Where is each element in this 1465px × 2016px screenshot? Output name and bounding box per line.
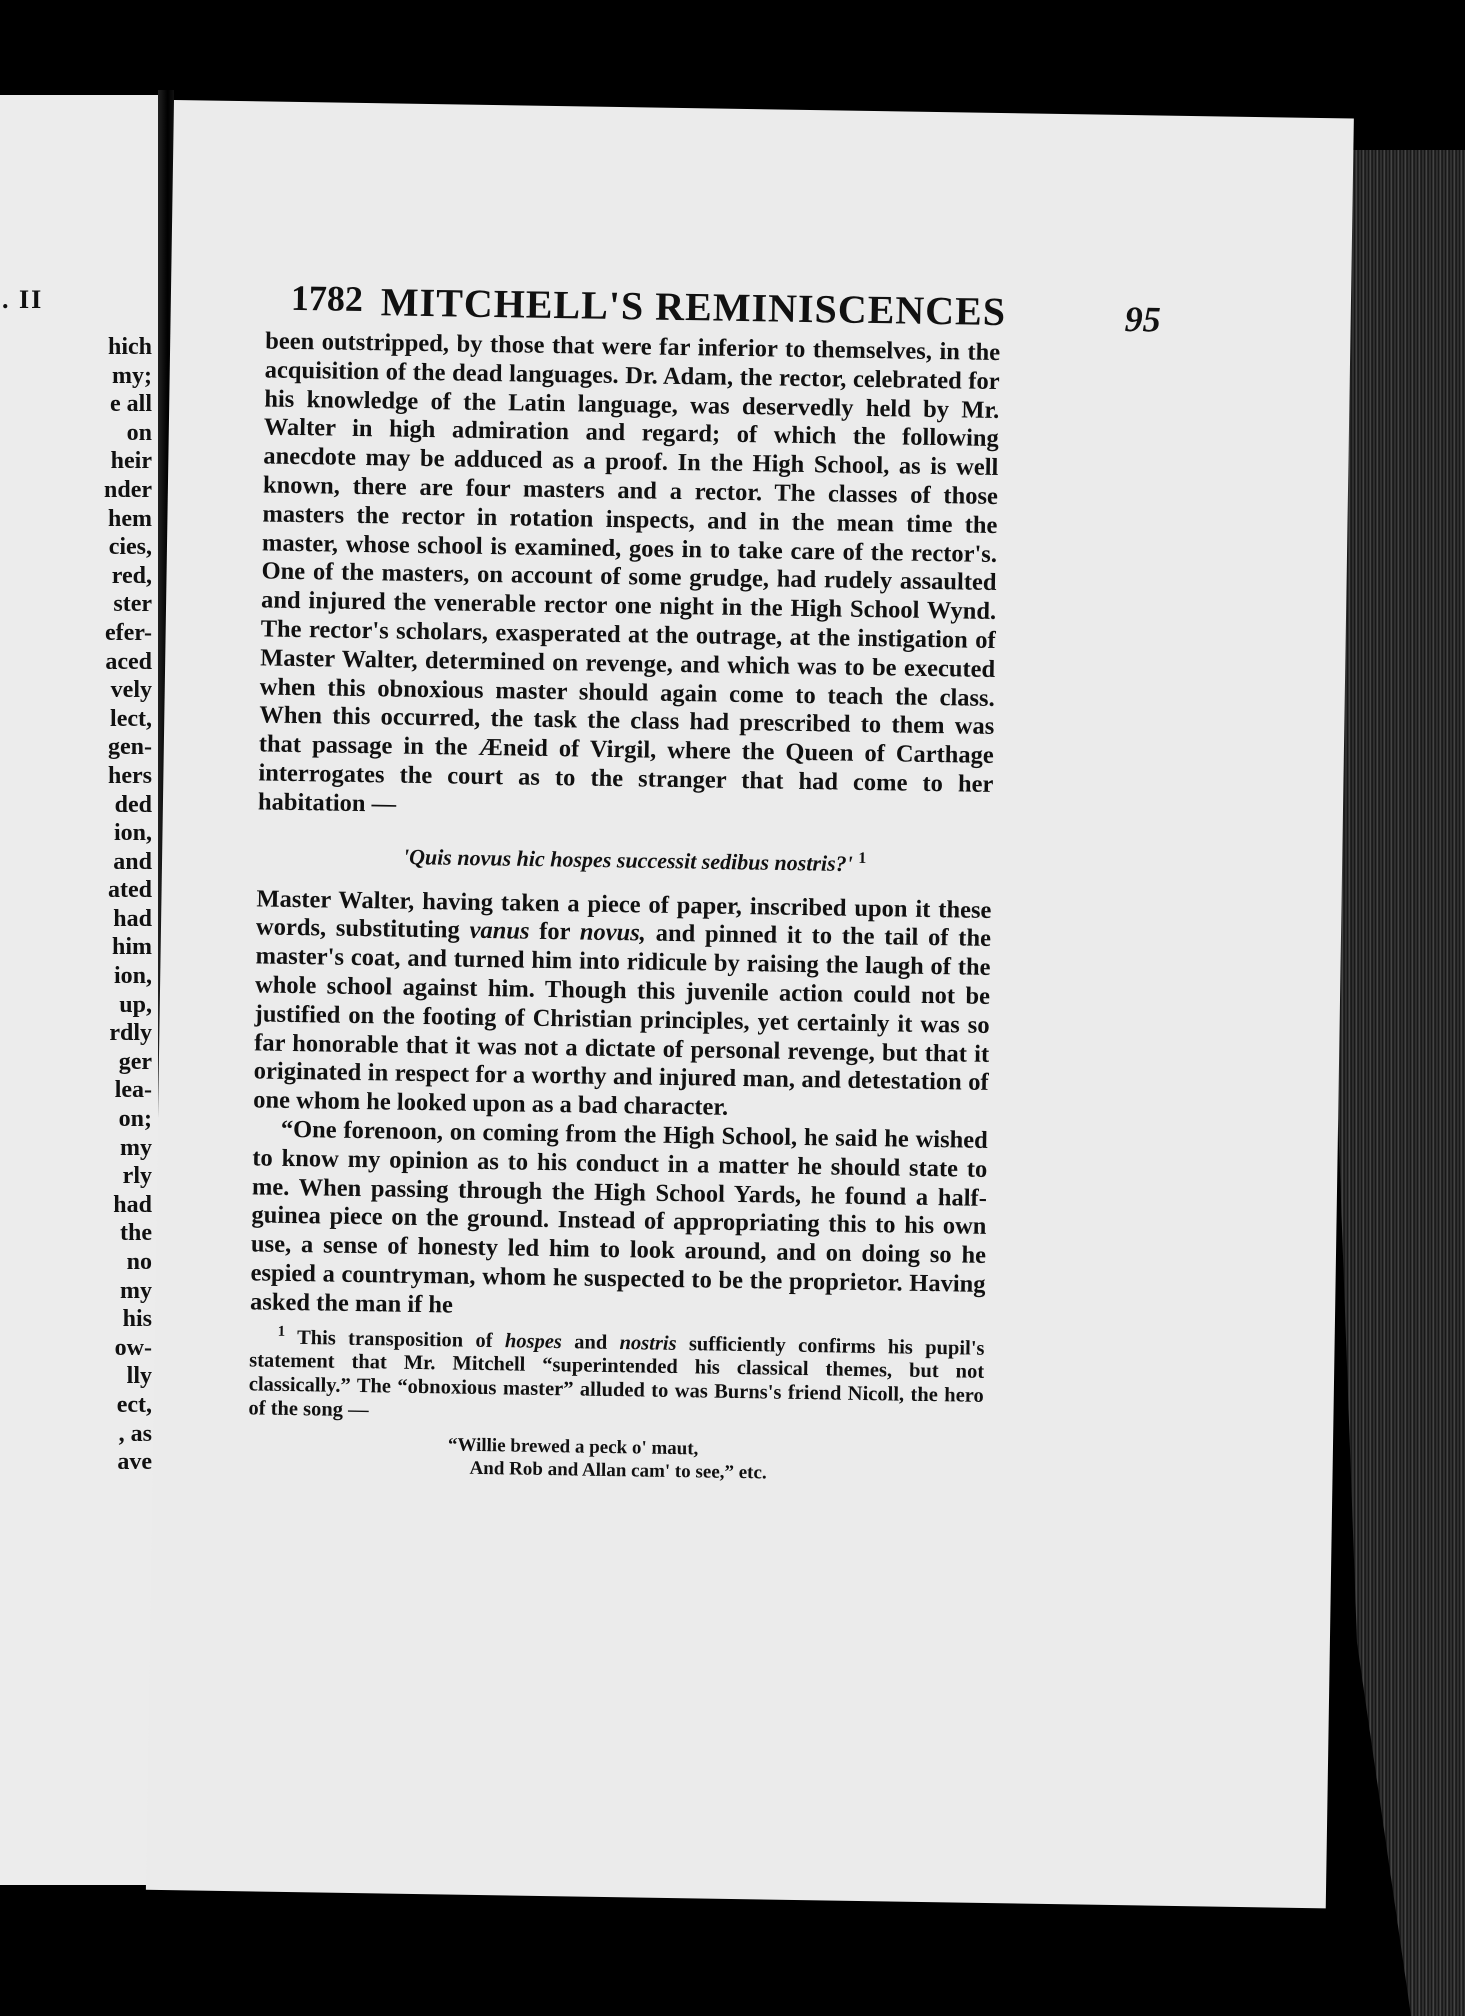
facing-page-line: heir [110,448,152,475]
facing-page-line: ect, [116,1391,152,1418]
facing-page-line: ster [113,591,152,618]
facing-page-line: , as [118,1420,152,1447]
paragraph-2-text-c: and pinned it to the tail of the master's coat, and turned him into ridicule by raising the laugh of the whole school against him. Though this juvenile action could not be justified on the footing of Christian principles, yet certainly it was so far honorable that it was not a dictate of personal revenge, but that it originated in respect for a worthy and injured man, and detestation of one whom he looked upon as a bad character. [253,919,992,1122]
facing-page-line: efer- [104,619,152,646]
song-verse [447,1434,983,1488]
facing-page-line: red, [111,562,152,589]
paragraph-3: “One forenoon, on coming from the High School, he said he wished to know my opinion as to his conduct in a matter he should state to me. When passing through the High School Yards, he found a half-guinea piece on the ground. Instead of appropriating this to his own use, a sense of honesty led him to look around, and on doing so he espied a countryman, whom he suspected to be the proprietor. Having asked the man if he [249,1115,988,1319]
verse-line-1: “Willie brewed a peck o' maut, [447,1434,699,1460]
facing-page-text-fragments [2,333,152,1477]
book-page [146,100,1354,1908]
facing-page [0,95,158,1885]
footnote-text-a: This transposition of [296,1326,506,1352]
paragraph-2-italic-novus: novus, [579,918,647,947]
facing-page-line: cies, [108,534,152,561]
facing-page-line: had [113,905,152,932]
facing-page-line: my [120,1277,152,1304]
facing-page-line: had [113,1191,152,1218]
footnote-italic-hospes: hospes [504,1329,563,1353]
facing-page-line: ow- [114,1334,152,1361]
facing-page-line: ion, [113,820,152,847]
header-title: MITCHELL'S REMINISCENCES [380,279,1007,335]
facing-page-line: my; [112,362,152,389]
facing-page-line: up, [119,991,152,1018]
paragraph-2-italic-vanus: vanus [469,917,530,946]
facing-page-line: hich [107,334,152,360]
facing-page-line: nder [104,476,152,503]
footnote-text-b: and [561,1330,620,1354]
footnote-text [248,1319,985,1432]
page-number: 95 [1124,298,1161,340]
facing-page-line: no [126,1249,152,1275]
facing-page-line: aced [105,648,152,675]
facing-page-line: lly [126,1363,152,1390]
paragraph-1: been outstripped, by those that were far inferior to themselves, in the acquisition of the dead languages. Dr. Adam, the rector, celebrated for his knowledge of the Latin language, was deservedly held by Mr. Walter in high admiration and regard; of which the following anecdote may be adduced as a proof. In the High School, as is well known, there are four masters and a rector. The classes of those masters the rector in rotation inspects, and in the mean time the master, whose school is examined, goes in to take care of the rector's. One of the masters, on account of some grudge, had rudely assaulted and injured the venerable rector one night in the High School Wynd. The rector's scholars, exasperated at the outrage, at the instigation of Master Walter, determined on revenge, and which was to be executed when this obnoxious master should again come to teach the class. When this occurred, the task the class had prescribed to them was that passage in the Æneid of Virgil, where the Queen of Carthage interrogates the court as to the stranger that had come to her habitation — [257,327,1001,818]
facing-page-line: rdly [109,1020,152,1047]
paragraph-2-text-b: for [529,918,581,946]
latin-quotation [277,835,992,880]
facing-page-line: on [126,419,152,446]
facing-page-line: gen- [108,734,152,761]
paragraph-2 [253,885,992,1127]
facing-page-line: ated [108,877,152,904]
footnote-mark: 1 [277,1323,286,1340]
page-body [247,327,1000,1488]
facing-page-line: on; [118,1106,152,1133]
facing-page-line: ger [118,1048,152,1075]
facing-page-line: him [111,934,152,961]
facing-page-line: his [122,1306,152,1333]
paragraph-2-text-a: Master Walter, having taken a piece of paper, inscribed upon it these words, substituting [255,885,992,945]
facing-page-line: and [113,848,152,875]
quotation-text: 'Quis novus hic hospes successit sedibus nostris?' [402,843,853,876]
facing-page-line: rly [122,1163,152,1190]
facing-page-header-fragment: . II [2,285,44,314]
facing-page-line: lect, [110,705,152,732]
verse-line-2: And Rob and Allan cam' to see,” etc. [469,1458,767,1484]
header-year: 1782 [290,277,364,319]
footnote [247,1319,984,1488]
footnote-italic-nostris: nostris [619,1331,677,1355]
footnote-text-c: sufficiently confirms his pupil's statement that Mr. Mitchell “superintended his classical themes, but not classically.” The “obnoxious master” alluded to was Burns's friend Nicoll, the hero of the song — [248,1332,985,1422]
page-edge-stack [1330,150,1465,2016]
facing-page-line: lea- [114,1077,152,1104]
facing-page-line: ion, [113,963,152,990]
facing-page-line: hem [108,505,152,532]
facing-page-line: ave [117,1449,152,1476]
facing-page-line: e all [110,391,152,418]
facing-page-line: vely [110,677,152,704]
facing-page-line: ded [114,791,152,818]
facing-page-line: hers [108,762,152,789]
footnote-reference: 1 [858,849,867,867]
facing-page-line: the [120,1220,152,1247]
facing-page-line: my [120,1134,152,1161]
